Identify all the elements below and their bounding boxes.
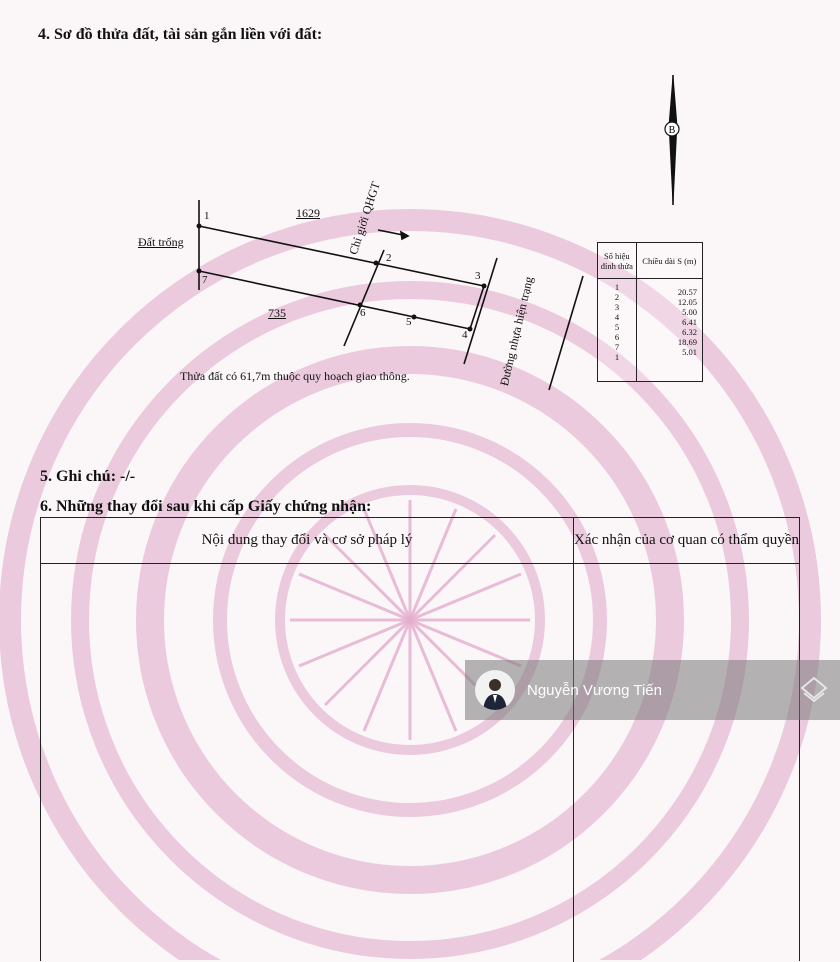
edge-length: 5.00: [682, 307, 697, 317]
vertex-id: 5: [614, 322, 620, 332]
vertex-id: 6: [614, 332, 620, 342]
plan-note: Thửa đất có 61,7m thuộc quy hoạch giao thông.: [180, 369, 410, 383]
vertex-id: 7: [614, 342, 620, 352]
boundary-label: Chỉ giới QHGT: [346, 180, 383, 257]
point-1: 1: [204, 210, 210, 222]
neighbor-number: 735: [268, 306, 286, 320]
edge-length: 5.01: [682, 347, 697, 357]
vertex-id: 2: [614, 292, 620, 302]
parcel-number: 1629: [296, 206, 320, 220]
author-name[interactable]: Nguyễn Vương Tiến: [527, 681, 662, 699]
edge-length: 20.57: [677, 287, 697, 297]
changes-col-confirm: Xác nhận của cơ quan có thẩm quyền: [574, 532, 799, 548]
edge-length: 12.05: [677, 297, 697, 307]
parcel-sketch: [0, 0, 840, 400]
author-badge[interactable]: [465, 660, 840, 720]
point-4: 4: [462, 329, 468, 341]
changes-table: [40, 517, 800, 961]
point-7: 7: [202, 274, 208, 286]
north-label: B: [668, 125, 676, 136]
vertex-id: 3: [614, 302, 620, 312]
edge-length-table: [597, 242, 703, 382]
avatar[interactable]: [475, 670, 515, 710]
person-icon: [475, 670, 515, 710]
road-label: Đường nhựa hiện trạng: [497, 275, 536, 388]
table-header-id: Số hiệu đỉnh thửa: [598, 243, 637, 278]
vertex-id: 1: [614, 352, 620, 362]
vertex-id: 4: [614, 312, 620, 322]
edge-length: 18.69: [677, 337, 697, 347]
point-2: 2: [386, 252, 392, 264]
section-4-title: 4. Sơ đồ thửa đất, tài sản gắn liền với đất:: [38, 26, 323, 43]
section-6-title: 6. Những thay đổi sau khi cấp Giấy chứng nhận:: [40, 498, 372, 515]
changes-cell-content: [41, 564, 574, 962]
table-header-length: Chiều dài S (m): [642, 255, 697, 266]
edge-length: 6.41: [682, 317, 697, 327]
section-5-title: 5. Ghi chú: -/-: [40, 468, 136, 485]
land-label: Đất trống: [138, 235, 184, 249]
point-5: 5: [406, 316, 412, 328]
point-6: 6: [360, 307, 366, 319]
edge-length: 6.32: [682, 327, 697, 337]
vertex-id: 1: [614, 282, 620, 292]
layers-icon: [798, 674, 830, 706]
changes-cell-confirm: [574, 564, 799, 962]
changes-col-content: Nội dung thay đổi và cơ sở pháp lý: [41, 518, 574, 563]
point-3: 3: [475, 270, 481, 282]
